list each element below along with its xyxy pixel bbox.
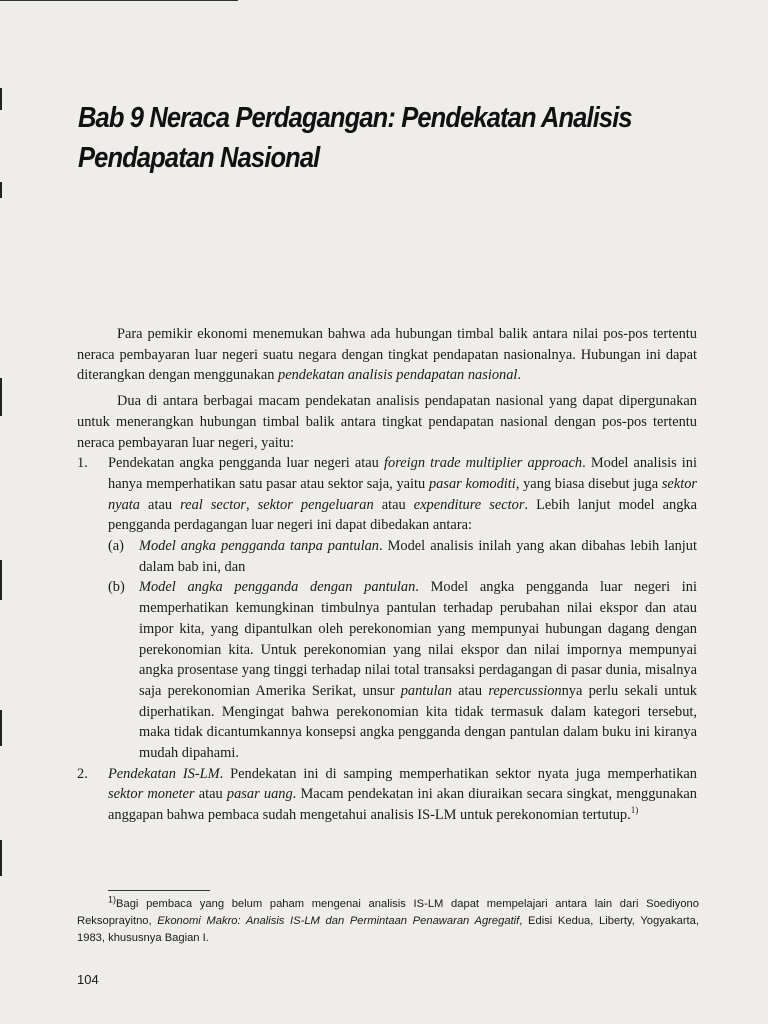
- italic-term: Model angka pengganda dengan pantulan: [139, 579, 416, 596]
- chapter-heading: [78, 98, 659, 178]
- italic-term: pasar uang: [226, 786, 293, 803]
- text-span: . Lebih lanjut model angka pengganda perdagangan luar negeri ini dapat dibedakan antara:: [108, 496, 697, 534]
- footnote: [77, 896, 699, 947]
- scan-edge-mark: [0, 378, 2, 416]
- chapter-title-line2: Pendapatan Nasional: [78, 142, 320, 174]
- page-number: 104: [77, 972, 99, 987]
- sub-item-b: [108, 577, 697, 763]
- list-number: 2.: [77, 765, 88, 782]
- chapter-title-line1: Neraca Perdagangan: Pendekatan Analisis: [149, 102, 632, 134]
- list-number: 1.: [77, 455, 88, 472]
- text-span: Para pemikir ekonomi menemukan bahwa ada hubungan timbal balik antara nilai pos-pos tertentu neraca pembayaran luar negeri suatu negara dengan tingkat pendapatan nasionalnya. Hubungan ini dapat diterangkan dengan menggunakan: [77, 326, 697, 384]
- scan-edge-mark: [0, 840, 2, 876]
- italic-term: pantulan: [400, 682, 452, 699]
- text-span: . Pendekatan ini di samping memperhatikan sektor nyata juga memperhatikan: [219, 765, 697, 782]
- italic-term: sektor nyata: [108, 475, 697, 513]
- list-item-1: [77, 453, 697, 764]
- paragraph-two: Dua di antara berbagai macam pendekatan analisis pendapatan nasional yang dapat dipergunakan untuk menerangkan hubungan timbal balik antara tingkat pendapatan nasional dengan pos-pos tertentu neraca pembayaran luar negeri, yaitu:: [77, 393, 697, 451]
- sub-item-label: (b): [108, 579, 125, 596]
- body-text: [77, 324, 697, 826]
- text-span: atau: [139, 496, 181, 513]
- italic-term: pendekatan analisis pendapatan nasional: [278, 367, 518, 384]
- text-span: . Model analisis inilah yang akan dibahas lebih lanjut dalam bab ini, dan: [139, 538, 697, 575]
- text-span: atau: [194, 786, 227, 803]
- text-span: . Model angka pengganda luar negeri ini memperhatikan kemungkinan timbulnya pantulan terhadap perubahan nilai ekspor dan atau impor kita, yang dipantulkan oleh perekonomian yang mempunyai hubungan dagang dengan perekonomian kita. Untuk perekonomian yang nilai ekspor dan nilai impornya mempunyai angka prosentase yang tinggi terhadap nilai total transaksi perdagangan di pasar dunia, misalnya saja perekonomian Amerika Serikat, unsur: [139, 579, 697, 699]
- text-span: , yang biasa disebut juga: [515, 475, 662, 492]
- text-span: .: [517, 367, 522, 384]
- text-span: ,: [246, 496, 258, 513]
- text-span: atau: [451, 682, 489, 699]
- italic-term: foreign trade multiplier approach: [384, 455, 583, 472]
- italic-term: pasar komoditi: [428, 475, 516, 492]
- text-span: Pendekatan angka pengganda luar negeri atau: [108, 455, 384, 472]
- sub-item-a: [108, 536, 697, 577]
- text-span: . Model analisis ini hanya memperhatikan satu pasar atau sektor saja, yaitu: [108, 455, 697, 492]
- list-item-2: [77, 764, 697, 826]
- italic-term: Pendekatan IS-LM: [108, 765, 220, 782]
- paragraph-intro: [77, 324, 697, 386]
- italic-term: repercussion: [488, 682, 562, 699]
- text-span: , Edisi Kedua, Liberty, Yogyakarta, 1983, khususnya Bagian I.: [77, 915, 699, 944]
- scan-edge-mark: [0, 88, 2, 110]
- footnote-divider: [108, 890, 210, 891]
- text-span: atau: [373, 496, 414, 513]
- top-rule: [0, 0, 238, 1]
- italic-term: real sector: [180, 496, 246, 513]
- footnote-marker: 1): [108, 894, 117, 905]
- sub-item-label: (a): [108, 538, 124, 555]
- scan-edge-mark: [0, 182, 2, 198]
- scan-edge-mark: [0, 560, 2, 600]
- text-span: . Macam pendekatan ini akan diuraikan secara singkat, menggunakan anggapan bahwa pembaca sudah mengetahui analisis IS-LM untuk perekonomian tertutup.: [108, 786, 697, 824]
- italic-term: sektor pengeluaran: [257, 496, 374, 513]
- footnote-reference[interactable]: 1): [630, 805, 639, 816]
- text-span: nya perlu sekali untuk diperhatikan. Mengingat bahwa perekonomian kita tidak termasuk dalam kategori tersebut, maka tidak dicantumkannya konsepsi angka pengganda dengan pantulan dalam buku ini kiranya mudah dipahami.: [139, 682, 697, 762]
- text-span: Bagi pembaca yang belum paham mengenai analisis IS-LM dapat mempelajari antara lain dari Soediyono Reksoprayitno,: [77, 898, 699, 927]
- italic-term: Ekonomi Makro: Analisis IS-LM dan Permintaan Penawaran Agregatif: [157, 915, 520, 927]
- chapter-number: Bab 9: [78, 102, 144, 134]
- italic-term: sektor moneter: [108, 786, 195, 803]
- italic-term: expenditure sector: [413, 496, 525, 513]
- italic-term: Model angka pengganda tanpa pantulan: [139, 538, 379, 555]
- scan-edge-mark: [0, 710, 2, 746]
